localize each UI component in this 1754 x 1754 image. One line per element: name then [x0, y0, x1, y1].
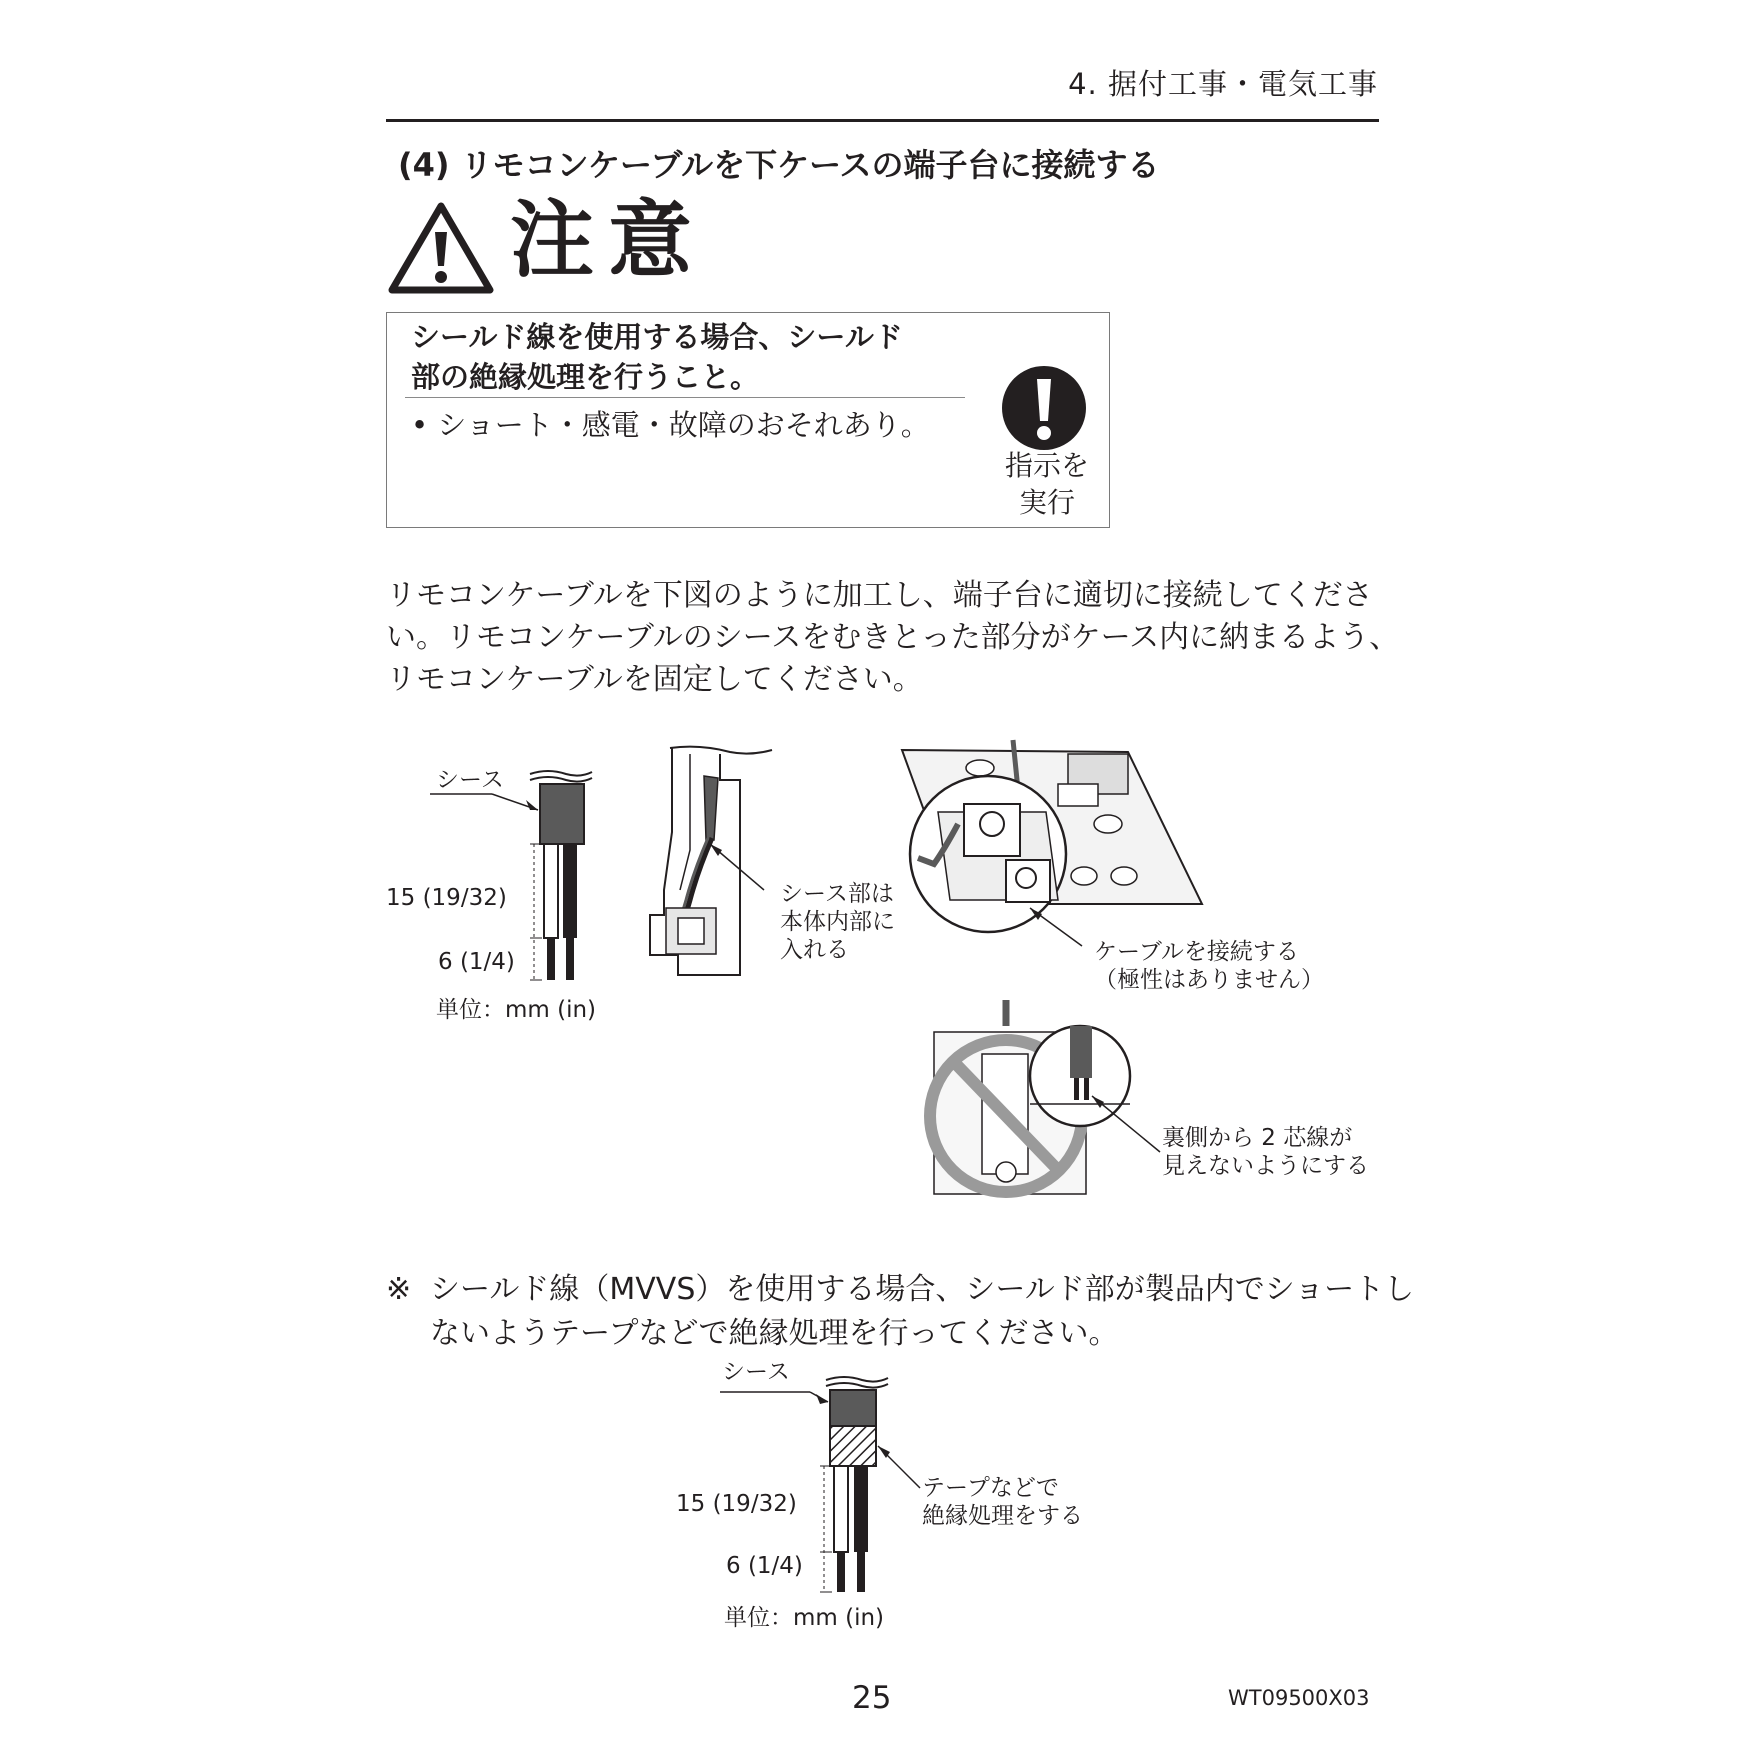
warning-triangle-icon	[386, 200, 496, 296]
caution-bullet: • ショート・感電・故障のおそれあり。	[411, 408, 930, 442]
case-section-diagram	[640, 740, 780, 980]
instruction-exclamation-icon	[1001, 365, 1087, 451]
figure5-dim-15: 15 (19/32)	[676, 1491, 797, 1517]
figure2-label-line: 入れる	[780, 937, 849, 963]
figure3-label	[1094, 938, 1324, 994]
note-line: ないようテープなどで絶縁処理を行ってください。	[430, 1316, 1119, 1351]
caution-heading-line: シールド線を使用する場合、シールド	[411, 320, 903, 354]
body-paragraph	[386, 575, 1400, 701]
figure1-dim-6: 6 (1/4)	[438, 949, 515, 975]
figure2-label-line: シース部は	[780, 881, 894, 907]
caution-title: 注意	[510, 191, 707, 289]
figure5-tape-label-line: テープなどで	[922, 1475, 1059, 1501]
figure5-tape-label-line: 絶縁処理をする	[922, 1503, 1083, 1529]
figure5-tape-label	[922, 1474, 1083, 1530]
note-mark: ※	[386, 1272, 412, 1307]
body-line: い。リモコンケーブルのシースをむきとった部分がケース内に納まるよう、	[386, 620, 1400, 655]
figure2-label-line: 本体内部に	[780, 909, 895, 935]
body-line: リモコンケーブルを下図のように加工し、端子台に適切に接続してくださ	[386, 578, 1373, 613]
figure1-sheath-label: シース	[436, 767, 504, 793]
figure1-unit: 単位：mm (in)	[436, 997, 597, 1023]
figure3-label-line: （極性はありません）	[1094, 967, 1324, 993]
figure5-dim-6: 6 (1/4)	[726, 1553, 803, 1579]
instruction-label-line: 実行	[1018, 486, 1075, 519]
figure5-unit: 単位：mm (in)	[724, 1605, 885, 1631]
figure4-label	[1162, 1124, 1369, 1180]
instruction-label	[987, 447, 1107, 521]
back-side-prohibition-diagram	[920, 1000, 1146, 1200]
section-header: 4. 据付工事・電気工事	[1068, 67, 1378, 101]
step-title: (4) リモコンケーブルを下ケースの端子台に接続する	[398, 146, 1160, 184]
figure1-dim-15: 15 (19/32)	[386, 885, 507, 911]
body-line: リモコンケーブルを固定してください。	[386, 662, 923, 697]
figure3-label-line: ケーブルを接続する	[1094, 939, 1299, 965]
caution-heading	[411, 317, 903, 397]
figure4-label-line: 見えないようにする	[1162, 1153, 1369, 1179]
figure4-label-line: 裏側から 2 芯線が	[1162, 1125, 1353, 1151]
caution-box	[386, 312, 1110, 528]
figure5-sheath-label: シース	[722, 1359, 790, 1385]
document-code: WT09500X03	[1228, 1686, 1370, 1710]
header-divider	[386, 119, 1379, 122]
caution-divider	[405, 397, 965, 398]
note-line: シールド線（MVVS）を使用する場合、シールド部が製品内でショートし	[430, 1272, 1415, 1307]
caution-heading-line: 部の絶縁処理を行うこと。	[411, 360, 760, 394]
instruction-label-line: 指示を	[1004, 449, 1089, 482]
page-number: 25	[852, 1680, 892, 1716]
figure2-label	[780, 880, 895, 964]
